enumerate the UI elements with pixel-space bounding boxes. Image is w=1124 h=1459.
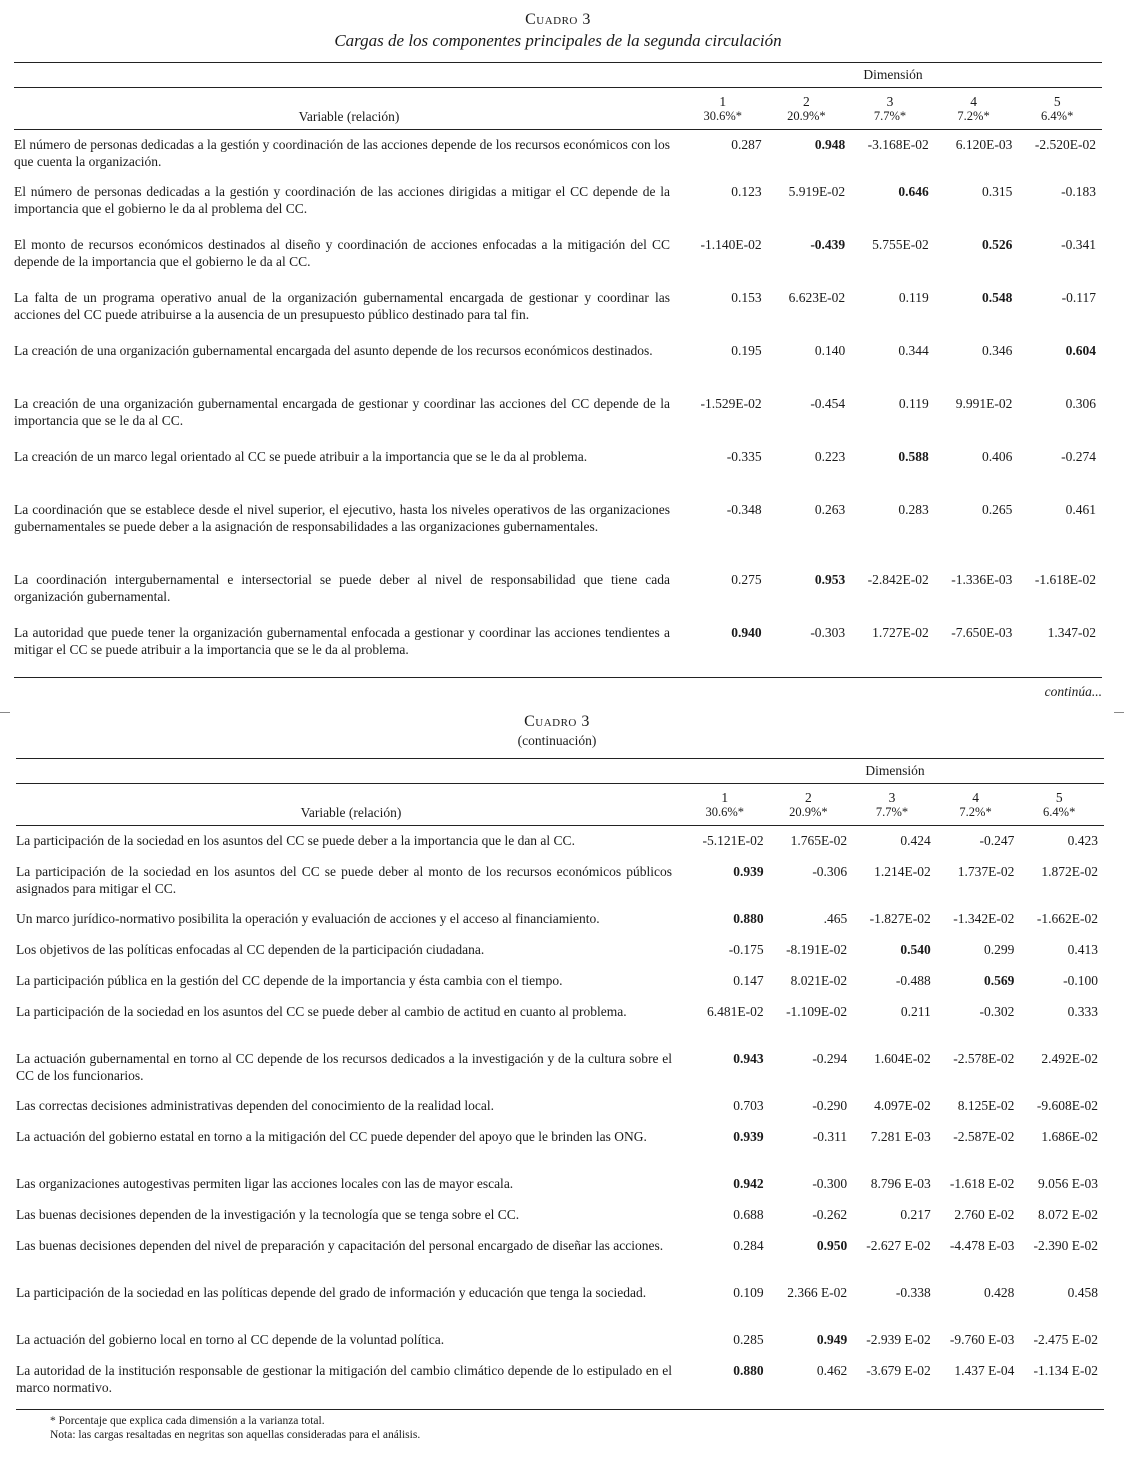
dimension-number: 1 [719, 94, 727, 109]
loading-value: -1.140E-02 [700, 237, 762, 252]
loading-value: -1.109E-02 [786, 1004, 848, 1019]
loading-value: 0.461 [1065, 502, 1096, 517]
variable-text: El número de personas dedicadas a la gestión y coordinación de las acciones dirigidas a mitigar el CC depende de la importancia que el gobierno le da al problema del CC. [14, 184, 670, 216]
loading-value: -2.520E-02 [1034, 137, 1096, 152]
page-margin-mark-left [0, 712, 10, 713]
loading-value: 0.540 [900, 942, 931, 957]
variable-text: Las buenas decisiones dependen del nivel de preparación y capacitación del personal encargado de diseñar las acciones. [16, 1238, 664, 1253]
variable-text: La creación de una organización gubernamental encargada del asunto depende de los recursos económicos destinados. [14, 343, 653, 358]
table-row [16, 863, 1104, 910]
loading-value: -0.302 [979, 1004, 1015, 1019]
variable-text: La actuación del gobierno local en torno al CC depende de la voluntad política. [16, 1332, 445, 1347]
table-row [14, 183, 1102, 236]
table-caption: Cuadro 3 [524, 713, 590, 730]
table-row [16, 826, 1104, 864]
variable-text: La participación de la sociedad en los asuntos del CC se puede deber a la importancia que le dan al CC. [16, 833, 575, 848]
variable-text: La creación de un marco legal orientado al CC se puede atribuir a la importancia que se le da al problema. [14, 449, 588, 464]
loading-value: 0.548 [982, 290, 1013, 305]
dimension-col-header [768, 88, 852, 130]
footnote: Nota: las cargas resaltadas en negritas son aquellas consideradas para el análisis. [50, 1429, 421, 1441]
loading-value: 0.119 [898, 396, 929, 411]
loading-value: 0.346 [982, 343, 1013, 358]
loading-value: 8.072 E-02 [1038, 1207, 1098, 1222]
variable-text: La creación de una organización gubernamental encargada de gestionar y coordinar las acciones del CC depende de la importancia que se le da al CC. [14, 396, 670, 428]
loading-value: 0.950 [816, 1238, 848, 1253]
loading-value: -0.348 [726, 502, 762, 517]
loading-value: 0.275 [731, 572, 762, 587]
loading-value: 9.991E-02 [955, 396, 1013, 411]
loading-value: -2.475 E-02 [1033, 1332, 1098, 1347]
table-row [16, 941, 1104, 972]
loading-value: 0.688 [733, 1207, 764, 1222]
dimension-variance: 20.9%* [787, 109, 826, 123]
loading-value: 0.263 [814, 502, 846, 517]
loading-value: 2.760 E-02 [954, 1207, 1015, 1222]
loading-value: 0.424 [900, 833, 931, 848]
table-row [16, 1284, 1104, 1331]
variable-text: Las organizaciones autogestivas permiten ligar las acciones locales con las de mayor escala. [16, 1176, 514, 1191]
table-subtitle: Cargas de los componentes principales de la segunda circulación [334, 31, 782, 50]
loading-value: 0.462 [770, 1362, 854, 1410]
loading-value: 0.948 [814, 137, 846, 152]
table-row [14, 571, 1102, 624]
table-row [14, 395, 1102, 448]
dimension-variance: 6.4%* [1041, 109, 1074, 123]
dimension-col-header [1020, 784, 1104, 826]
loading-value: -0.274 [1061, 449, 1096, 464]
loading-value: 5.755E-02 [872, 237, 929, 252]
table-subtitle: (continuación) [517, 733, 597, 748]
loading-value: 1.765E-02 [790, 833, 848, 848]
loading-value: -0.183 [1061, 184, 1096, 199]
dimension-variance: 20.9%* [789, 805, 828, 819]
loading-value: 1.872E-02 [1041, 864, 1098, 879]
loading-value: 0.140 [814, 343, 846, 358]
loading-value: -1.342E-02 [953, 911, 1015, 926]
loading-value: 0.940 [684, 624, 768, 678]
loading-value: -0.454 [810, 396, 846, 411]
loading-value: -0.175 [728, 942, 764, 957]
loading-value: 0.285 [733, 1332, 764, 1347]
loading-value: -0.100 [1063, 973, 1098, 988]
loading-value: -1.827E-02 [869, 911, 931, 926]
table-row [16, 1128, 1104, 1175]
loading-value: -0.117 [1061, 290, 1096, 305]
loading-value: 6.623E-02 [788, 290, 846, 305]
loading-value: -0.341 [1061, 237, 1096, 252]
loading-value: -0.306 [812, 864, 848, 879]
dimension-variance: 30.6%* [703, 109, 743, 123]
loading-value: 2.492E-02 [1041, 1051, 1098, 1066]
loading-value: 0.333 [1067, 1004, 1098, 1019]
variable-text: La autoridad que puede tener la organización gubernamental enfocada a gestionar y coordinar las acciones tendientes a mitigar el CC se puede atribuir a la importancia que se le da al problema. [14, 624, 684, 678]
dimension-variance: 7.2%* [957, 109, 990, 123]
table-row [16, 1175, 1104, 1206]
table-block-2 [16, 712, 1098, 1442]
variable-text: La actuación gubernamental en torno al CC depende de los recursos dedicados a la investigación y de la cultura sobre el CC de los funcionarios. [16, 1051, 672, 1083]
loading-value: -1.529E-02 [700, 396, 762, 411]
variable-header: Variable (relación) [16, 784, 686, 826]
loading-value: -1.618 E-02 [949, 1176, 1015, 1191]
dimension-col-header [770, 784, 854, 826]
dimension-number: 2 [803, 94, 810, 109]
loading-value: 0.942 [733, 1176, 764, 1191]
loading-value: 0.939 [733, 864, 764, 879]
loading-value: 6.481E-02 [706, 1004, 764, 1019]
table-row [16, 1097, 1104, 1128]
footnotes [16, 1410, 1098, 1442]
footnote: * Porcentaje que explica cada dimensión a la varianza total. [50, 1415, 325, 1427]
loading-value: 0.119 [898, 290, 929, 305]
loading-value: -5.121E-02 [702, 833, 764, 848]
table-row [14, 624, 1102, 678]
loading-value: 0.428 [984, 1285, 1015, 1300]
dimension-col-header [1018, 88, 1102, 130]
loading-value: -0.290 [812, 1098, 848, 1113]
variable-text: La autoridad de la institución responsable de gestionar la mitigación del cambio climático depende de lo estipulado en el marco normativo. [16, 1362, 686, 1410]
loading-value: -9.760 E-03 [949, 1332, 1015, 1347]
loading-value: 0.217 [900, 1207, 931, 1222]
variable-text: La falta de un programa operativo anual de la organización gubernamental encargada de gestionar y coordinar las acciones del CC puede atribuirse a la ausencia de un presupuesto público destinado para tal fin. [14, 290, 670, 322]
dimension-number: 3 [886, 94, 894, 109]
loading-value: 0.195 [731, 343, 762, 358]
loading-value: -7.650E-03 [935, 624, 1019, 678]
loading-value: 1.604E-02 [874, 1051, 931, 1066]
loading-value: 0.344 [898, 343, 929, 358]
loading-value: 0.458 [1067, 1285, 1098, 1300]
loading-value: 0.211 [900, 1004, 931, 1019]
loading-value: .465 [823, 911, 848, 926]
dimension-variance: 7.7%* [875, 805, 909, 819]
loadings-table [16, 758, 1104, 1410]
table-row [14, 342, 1102, 395]
loading-value: 0.569 [984, 973, 1015, 988]
loading-value: -1.618E-02 [1034, 572, 1096, 587]
loading-value: 0.423 [1067, 833, 1098, 848]
loading-value: 0.939 [733, 1129, 764, 1144]
variable-text: Las correctas decisiones administrativas dependen del conocimiento de la realidad local. [16, 1098, 494, 1113]
loading-value: -0.439 [810, 237, 846, 252]
loading-value: 0.109 [733, 1285, 764, 1300]
loading-value: -3.168E-02 [867, 137, 929, 152]
loading-value: 1.686E-02 [1041, 1129, 1098, 1144]
loading-value: -2.627 E-02 [866, 1238, 931, 1253]
table-row [14, 236, 1102, 289]
loading-value: 0.588 [898, 449, 929, 464]
variable-header: Variable (relación) [14, 88, 684, 130]
variable-text: La participación de la sociedad en los asuntos del CC se puede deber al monto de los recursos económicos públicos asignados para mitigar el CC. [16, 864, 672, 896]
loading-value: -2.390 E-02 [1033, 1238, 1098, 1253]
loading-value: 0.646 [898, 184, 929, 199]
dimension-col-header [684, 88, 768, 130]
table-row [16, 1362, 1104, 1410]
loading-value: 0.287 [731, 137, 762, 152]
loading-value: -3.679 E-02 [853, 1362, 937, 1410]
variable-text: La participación de la sociedad en las políticas depende del grado de información y educación que tenga la sociedad. [16, 1285, 647, 1300]
table-row [14, 289, 1102, 342]
loading-value: 8.021E-02 [790, 973, 848, 988]
table-row [16, 910, 1104, 941]
loading-value: -0.294 [812, 1051, 848, 1066]
loading-value: 1.727E-02 [851, 624, 935, 678]
loading-value: 0.123 [731, 184, 762, 199]
dimension-number: 3 [888, 790, 896, 805]
loading-value: -2.842E-02 [867, 572, 929, 587]
table-row [16, 972, 1104, 1003]
loading-value: 5.919E-02 [788, 184, 846, 199]
loading-value: 0.153 [731, 290, 762, 305]
table-row [16, 1331, 1104, 1362]
dimension-number: 1 [721, 790, 729, 805]
loading-value: 8.796 E-03 [870, 1176, 931, 1191]
loading-value: -0.303 [768, 624, 852, 678]
page-margin-mark-right [1114, 712, 1124, 713]
loading-value: -0.311 [812, 1129, 848, 1144]
loading-value: 0.953 [814, 572, 846, 587]
dimension-variance: 7.7%* [873, 109, 907, 123]
table-row [14, 130, 1102, 184]
variable-text: La coordinación que se establece desde el nivel superior, el ejecutivo, hasta los niveles operativos de las organizaciones gubernamentales se puede deber a la asignación de responsabilidades a las organizaciones gubernamentales. [14, 502, 670, 534]
loading-value: 1.214E-02 [874, 864, 931, 879]
dimension-col-header [937, 784, 1021, 826]
loading-value: 6.120E-03 [955, 137, 1013, 152]
loading-value: 9.056 E-03 [1038, 1176, 1098, 1191]
variable-text: Los objetivos de las políticas enfocadas al CC dependen de la participación ciudadana. [16, 942, 485, 957]
loading-value: 0.703 [733, 1098, 764, 1113]
loading-value: -2.578E-02 [953, 1051, 1015, 1066]
continues-note: continúa... [1044, 684, 1102, 699]
dimension-number: 4 [970, 94, 977, 109]
loading-value: 0.223 [814, 449, 846, 464]
dimension-number: 5 [1055, 790, 1063, 805]
table-row [16, 1237, 1104, 1284]
dimension-number: 5 [1053, 94, 1061, 109]
table-caption: Cuadro 3 [525, 11, 591, 28]
loading-value: -2.939 E-02 [866, 1332, 931, 1347]
loading-value: -4.478 E-03 [949, 1238, 1015, 1253]
loading-value: -1.662E-02 [1036, 911, 1098, 926]
dimension-col-header [853, 784, 937, 826]
dimension-header: Dimensión [686, 759, 1104, 784]
loading-value: 1.437 E-04 [937, 1362, 1021, 1410]
variable-text: El número de personas dedicadas a la gestión y coordinación de las acciones depende de los recursos económicos con los que cuenta la organización. [14, 137, 670, 169]
loading-value: 1.347-02 [1018, 624, 1102, 678]
table-row [14, 448, 1102, 501]
loading-value: 0.526 [982, 237, 1013, 252]
loading-value: 0.949 [816, 1332, 848, 1347]
dimension-variance: 7.2%* [959, 805, 992, 819]
loading-value: 0.299 [984, 942, 1015, 957]
loading-value: -1.134 E-02 [1020, 1362, 1104, 1410]
variable-text: Un marco jurídico-normativo posibilita la operación y evaluación de acciones y el acceso al financiamiento. [16, 911, 600, 926]
dimension-number: 4 [972, 790, 979, 805]
dimension-variance: 6.4%* [1043, 805, 1076, 819]
variable-text: La coordinación intergubernamental e intersectorial se puede deber al nivel de responsabilidad que tiene cada organización gubernamental. [14, 572, 670, 604]
loading-value: -0.247 [979, 833, 1015, 848]
loading-value: -0.262 [812, 1207, 848, 1222]
loading-value: -0.300 [812, 1176, 848, 1191]
loading-value: -0.488 [895, 973, 931, 988]
loading-value: 0.943 [733, 1051, 764, 1066]
table-block-1 [14, 10, 1102, 700]
variable-text: El monto de recursos económicos destinados al diseño y coordinación de acciones enfocadas a la mitigación del CC depende de la importancia que el gobierno le da al CC. [14, 237, 670, 269]
variable-text: La participación pública en la gestión del CC depende de la importancia y ésta cambia con el tiempo. [16, 973, 563, 988]
loading-value: 0.880 [686, 1362, 770, 1410]
table-row [14, 501, 1102, 571]
loading-value: 0.284 [733, 1238, 764, 1253]
loading-value: 0.147 [733, 973, 764, 988]
loading-value: 0.315 [982, 184, 1013, 199]
loading-value: 8.125E-02 [957, 1098, 1015, 1113]
loading-value: 1.737E-02 [957, 864, 1015, 879]
loading-value: 0.604 [1065, 343, 1096, 358]
table-row [16, 1003, 1104, 1050]
loading-value: 0.880 [733, 911, 764, 926]
loading-value: -8.191E-02 [786, 942, 848, 957]
loading-value: 0.283 [898, 502, 929, 517]
variable-text: Las buenas decisiones dependen de la investigación y la tecnología que se tenga sobre el CC. [16, 1207, 520, 1222]
dimension-header: Dimensión [684, 63, 1102, 88]
loading-value: -2.587E-02 [953, 1129, 1015, 1144]
loading-value: 0.306 [1065, 396, 1096, 411]
loading-value: -1.336E-03 [951, 572, 1013, 587]
loadings-table [14, 62, 1102, 678]
variable-text: La actuación del gobierno estatal en torno a la mitigación del CC puede depender del apoyo que le brinden las ONG. [16, 1129, 647, 1144]
dimension-variance: 30.6%* [705, 805, 745, 819]
loading-value: -9.608E-02 [1036, 1098, 1098, 1113]
loading-value: 0.265 [982, 502, 1013, 517]
dimension-col-header [686, 784, 770, 826]
table-row [16, 1050, 1104, 1097]
loading-value: -0.335 [726, 449, 762, 464]
loading-value: 0.406 [982, 449, 1013, 464]
dimension-col-header [851, 88, 935, 130]
loading-value: 7.281 E-03 [870, 1129, 931, 1144]
dimension-col-header [935, 88, 1019, 130]
loading-value: -0.338 [895, 1285, 931, 1300]
loading-value: 0.413 [1067, 942, 1098, 957]
variable-text: La participación de la sociedad en los asuntos del CC se puede deber al cambio de actitud en cuanto al problema. [16, 1004, 627, 1019]
table-row [16, 1206, 1104, 1237]
dimension-number: 2 [805, 790, 812, 805]
loading-value: 4.097E-02 [874, 1098, 931, 1113]
loading-value: 2.366 E-02 [787, 1285, 848, 1300]
